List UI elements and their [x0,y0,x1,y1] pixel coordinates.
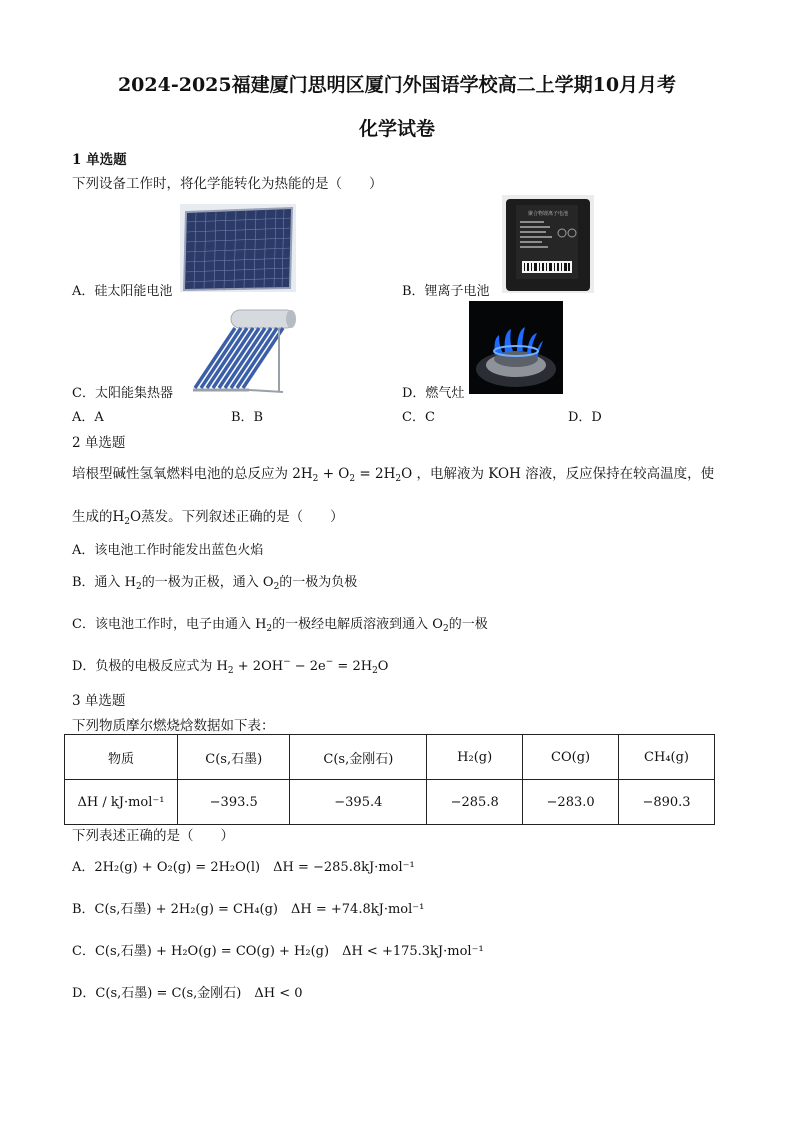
table-header-cell: CO(g) [523,735,619,780]
enthalpy-table [64,734,715,825]
q1-answer-a: A．A [72,410,104,425]
table-header-cell: C(s,石墨) [178,735,290,780]
table-header-cell: H₂(g) [427,735,523,780]
q1-option-a: A．硅太阳能电池 [72,284,173,299]
q3-option-a: A．2H₂(g) + O₂(g) = 2H₂O(l) ΔH = −285.8kJ·mol⁻¹ [72,860,415,875]
q2-heading: 2 单选题 [72,435,126,451]
table-header-cell: C(s,金刚石) [290,735,427,780]
q2-stem-b: ，电解液为 KOH 溶液，反应保持在较高温度，使 [416,466,715,482]
q1-option-b: B．锂离子电池 [402,284,490,299]
gas-stove-image [469,301,563,394]
table-cell: −890.3 [619,780,715,825]
lithium-battery-image [502,195,594,293]
q2-option-b: B．通入 $H_2$的一极为正极，通入 $O_2$的一极为负极 [72,575,358,592]
q3-option-b: B．C(s,石墨) + 2H₂(g) = CH₄(g) ΔH = +74.8kJ·mol⁻¹ [72,902,425,917]
q3-stem2: 下列表述正确的是（ ） [72,828,234,844]
q2-option-a: A．该电池工作时能发出蓝色火焰 [72,543,264,558]
q2-equation: $2H_2 + O_2 = 2H_2O$ [292,466,413,484]
table-header-cell: 物质 [65,735,178,780]
q2-option-c: C．该电池工作时，电子由通入 $H_2$的一极经电解质溶液到通入 $O_2$的一极 [72,617,488,634]
solar-heater-image [183,308,303,396]
q2-stem-line2: 生成的$H_2O$蒸发。下列叙述正确的是（ ） [72,509,344,527]
table-row-label: ΔH / kJ·mol⁻¹ [65,780,178,825]
table-cell: −393.5 [178,780,290,825]
battery-label-text: 聚合物锂离子电池 [527,211,569,217]
table-cell: −395.4 [290,780,427,825]
q3-stem: 下列物质摩尔燃烧焓数据如下表： [72,718,275,734]
q2-option-d: D．负极的电极反应式为 $H_2 + 2OH^- - 2e^- = 2H_2O$ [72,657,389,676]
q1-heading: 1 单选题 [72,152,127,168]
q3-option-c: C．C(s,石墨) + H₂O(g) = CO(g) + H₂(g) ΔH < +175.3kJ·mol⁻¹ [72,944,484,959]
table-cell: −283.0 [523,780,619,825]
q1-stem: 下列设备工作时，将化学能转化为热能的是（ ） [72,176,383,192]
q1-answer-b: B．B [231,410,264,425]
solar-panel-image [180,204,296,292]
table-header-cell: CH₄(g) [619,735,715,780]
q1-answer-d: D．D [568,410,602,425]
q1-option-c: C．太阳能集热器 [72,386,173,401]
q1-answer-c: C．C [402,410,435,425]
q3-heading: 3 单选题 [72,693,126,709]
table-cell: −285.8 [427,780,523,825]
exam-title: 2024-2025福建厦门思明区厦门外国语学校高二上学期10月月考 [117,74,677,96]
q1-option-d: D．燃气灶 [402,386,465,401]
exam-subtitle: 化学试卷 [358,118,435,140]
q3-option-d: D．C(s,石墨) = C(s,金刚石) ΔH < 0 [72,986,303,1001]
table-header-row [65,735,715,780]
table-row [65,780,715,825]
q2-stem-a: 培根型碱性氢氧燃料电池的总反应为 [72,466,288,482]
q2-stem-line1 [72,462,714,484]
